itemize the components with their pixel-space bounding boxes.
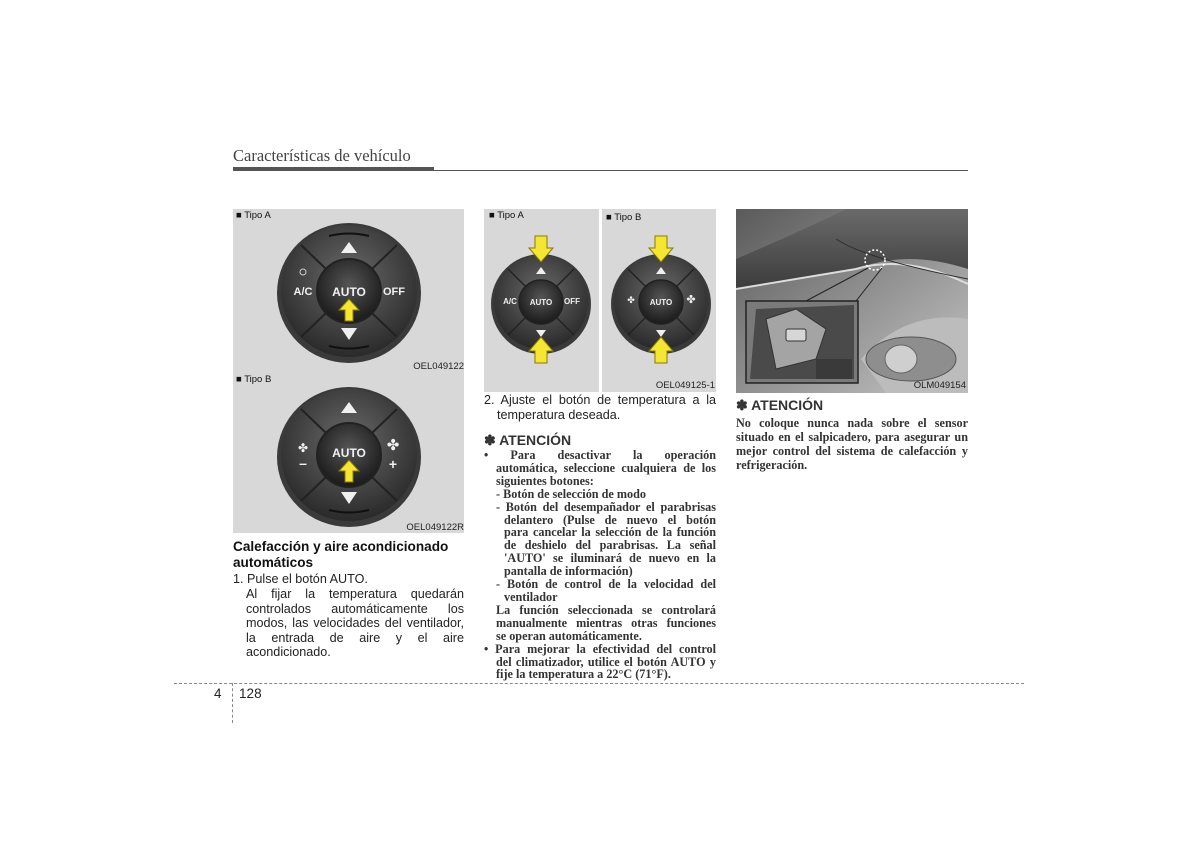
figure-label-tipo-b: ■ Tipo B (236, 374, 272, 385)
auto-button-label: AUTO (529, 298, 553, 307)
auto-button-label: AUTO (332, 285, 366, 299)
figure-tipo-a-controller (233, 209, 464, 372)
step-1-body (246, 587, 464, 660)
note-line: 'AUTO' se iluminará de nuevo en la (504, 551, 716, 566)
body-line: Al fijar la temperatura quedarán (246, 587, 464, 601)
ac-button-label: A/C (293, 286, 313, 298)
fan-high-icon: ✤ (686, 293, 696, 306)
auto-button-controller-illustration (233, 372, 464, 533)
footer-rule (174, 683, 1024, 684)
body-line: acondicionado. (246, 645, 331, 660)
figure-code: OLM049154 (913, 380, 966, 391)
fan-low-icon: ✤ (297, 441, 309, 455)
note-line: pantalla de información) (504, 564, 633, 579)
off-button-label: OFF (564, 297, 580, 306)
off-button-label: OFF (383, 286, 405, 298)
note-line: automática, seleccione cualquiera de los (496, 460, 716, 475)
fan-minus-label: – (299, 455, 307, 471)
figure-label-tipo-b: ■ Tipo B (606, 212, 642, 223)
body-line: la entrada de aire y el aire (246, 630, 464, 645)
section-heading-line: automáticos (233, 554, 314, 570)
step-1: 1. Pulse el botón AUTO. (233, 572, 368, 586)
atencion-notes (736, 416, 968, 472)
temperature-controller-illustration (484, 209, 599, 392)
atencion-heading: ✽ ATENCIÓN (484, 432, 572, 448)
figure-temperature-controls-a (484, 209, 599, 392)
car-sensor-illustration (736, 209, 968, 393)
figure-code: OEL049122 (413, 361, 464, 372)
note-line: refrigeración. (736, 458, 808, 472)
note-line: - Botón de control de la velocidad del (496, 577, 716, 592)
body-line: 2. Ajuste el botón de temperatura a la (484, 393, 716, 407)
chapter-number: 4 (214, 686, 222, 701)
figure-code: OEL049125-1 (655, 380, 715, 391)
figure-label-tipo-a: ■ Tipo A (489, 210, 524, 221)
page-header-title: Características de vehículo (233, 146, 411, 165)
body-line: modos, las velocidades del ventilador, (246, 616, 464, 631)
note-line: delantero (Pulse de nuevo el botón (504, 512, 716, 527)
temperature-controller-illustration (602, 209, 716, 392)
figure-label-tipo-a: ■ Tipo A (236, 210, 271, 221)
section-heading (233, 539, 465, 570)
note-line: del climatizador, utilice el botón AUTO y (496, 654, 716, 669)
auto-button-controller-illustration (233, 209, 464, 372)
step-2 (484, 393, 716, 422)
fan-low-icon: ✤ (627, 296, 635, 306)
fan-plus-label: + (388, 456, 398, 472)
page-number-value: 128 (239, 686, 262, 701)
header-rule-thin (434, 170, 968, 171)
note-line: - Botón del desempañador el parabrisas (496, 499, 716, 514)
note-line: • Para mejorar la efectividad del control (484, 641, 716, 656)
figure-dashboard-sensor (736, 209, 968, 393)
note-line: La función seleccionada se controlará (496, 602, 716, 617)
atencion-heading: ✽ ATENCIÓN (736, 397, 824, 413)
atencion-notes (484, 449, 716, 681)
note-line: se operan automáticamente. (496, 628, 642, 643)
auto-button-label: AUTO (649, 298, 673, 307)
section-heading-line: Calefacción y aire acondicionado (233, 539, 449, 554)
auto-button-label: AUTO (332, 446, 366, 460)
page-number (214, 686, 262, 701)
header-rule-thick (233, 167, 434, 171)
note-line: manualmente mientras otras funciones (496, 615, 716, 630)
note-line: de deshielo del parabrisas. La señal (504, 538, 716, 553)
note-line: para cancelar la selección de la función (504, 525, 716, 540)
figure-code: OEL049122R (406, 522, 464, 533)
note-line: ventilador (504, 589, 558, 604)
body-line: controlados automáticamente los (246, 601, 464, 616)
note-line: siguientes botones: (496, 473, 594, 488)
note-line: No coloque nunca nada sobre el sensor (736, 416, 968, 430)
figure-temperature-controls-b (602, 209, 716, 392)
figure-tipo-b-controller (233, 372, 464, 533)
body-line: temperatura deseada. (497, 407, 621, 422)
note-line: fije la temperatura a 22°C (71°F). (496, 667, 671, 682)
note-line: situado en el salpicadero, para asegurar un (736, 430, 968, 444)
fan-high-icon: ✤ (386, 436, 400, 454)
ac-button-label: A/C (503, 297, 517, 306)
note-line: - Botón de selección de modo (496, 486, 646, 501)
note-line: mejor control del sistema de calefacción y (736, 444, 968, 458)
note-line: • Para desactivar la operación (484, 448, 716, 462)
